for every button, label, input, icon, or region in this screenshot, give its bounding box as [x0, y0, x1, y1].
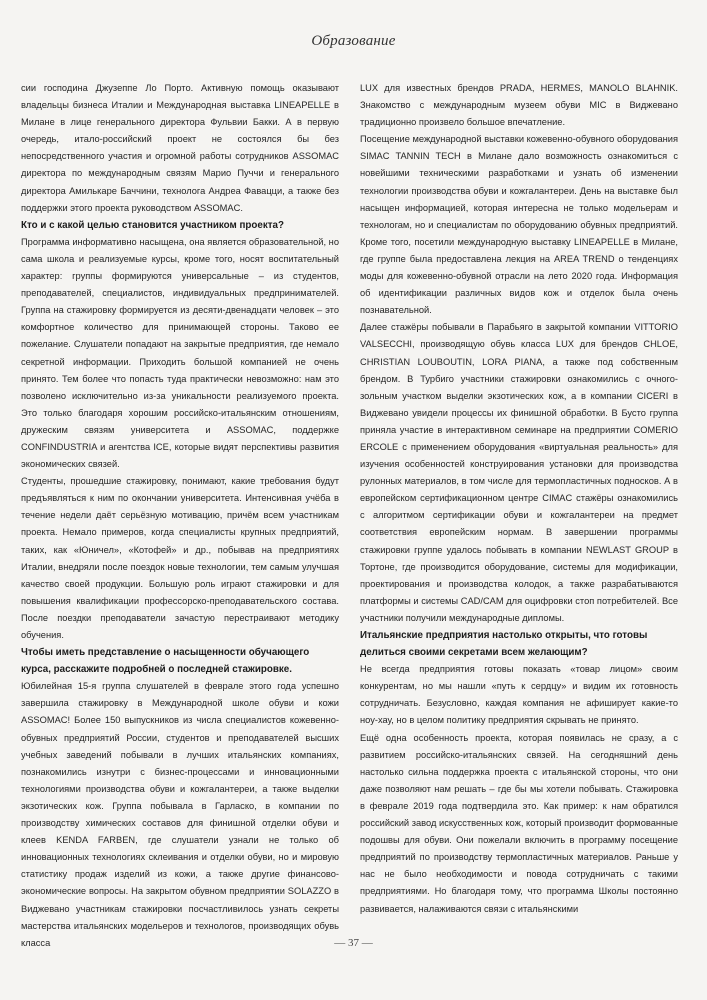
- paragraph: сии господина Джузеппе Ло Порто. Активную помощь оказывают владельцы бизнеса Италии и Международная выставка LINEAPELLE в Милане в лице генерального директора Фульвии Бакки. А в первую очередь, итало-российский проект не состоялся бы без непосредственного участия и огромной работы сотрудников ASSOMAC директора по международным связям Марио Пуччи и генерального директора Амилькаре Баччини, технолога Андреа Фавацци, а также без поддержки этого проекта руководством ASSOMAC.: [21, 83, 339, 213]
- paragraph: Юбилейная 15-я группа слушателей в феврале этого года успешно завершила стажировку в Международной школе обуви и кожи ASSOMAC! Более 150 выпускников из числа специалистов кожевенно-обувных предприятий России, студентов и преподавателей высших учебных заведений побывали в лучших итальянских компаниях, познакомились изнутри с бизнес-процессами и инновационными технологиями производства обуви и кожгалантереи, а также выделки экзотических кож. Группа побывала в Гарласко, в компании по производству химических составов для финишной отделки обуви и клеев KENDA FARBEN, где слушатели узнали не только об инновационных технологиях склеивания и отделки обуви, но и мировую статистику продаж изделий из кожи, а также другие финансово-экономические вопросы. На закрытом обувном предприятии SOLAZZO в Виджевано участникам стажировки посчастливилось узнать секреты мастерства итальянских модельеров и технологов, производящих обувь класса: [21, 681, 339, 948]
- paragraph: Далее стажёры побывали в Парабьяго в закрытой компании VITTORIO VALSECCHI, производящую обувь класса LUX для брендов CHLOE, CHRISTIAN LOUBOUTIN, LORA PIANA, а также под собственным брендом. В Турбиго участники стажировки ознакомились с очного-зольным участком выделки экзотических кож, а в компании CICERI в Виджевано увидели процессы их финишной обработки. В Бусто группа приняла участие в интерактивном семинаре на предприятии COMERIO ERCOLE с применением оборудования «виртуальная реальность» для изучения особенностей конструирования установки для производства рулонных материалов, в том числе для термопластичных подносков. А в европейском сертификационном центре CIMAC стажёры ознакомились с алгоритмом сертификации обуви и кожгалантереи на предмет соответствия европейским нормам. В завершении программы стажировки группе удалось побывать в компании NEWLAST GROUP в Тортоне, где производится оборудование, системы для модификации, проектирования и производства колодок, а также разрабатываются платформы и системы CAD/CAM для оцифровки стоп потребителей. Все участники получили международные дипломы.: [360, 322, 678, 623]
- question-heading: Итальянские предприятия настолько открыты, что готовы делиться своими секретами всем желающим?: [360, 630, 648, 659]
- paragraph: Студенты, прошедшие стажировку, понимают, какие требования будут предъявляться к ним по окончании университета. Интенсивная учёба в течение недели даёт серьёзную мотивацию, причём всем участникам проекта. Немало примеров, когда специалисты крупных предприятий, таких, как «Юничел», «Котофей» и др., побывав на предприятиях Италии, внедряли после поездок новые технологии, тем самым улучшая качество своей продукции. Большую роль играют стажировки и для повышения квалификации профессорско-преподавательского состава. После поездки преподаватели зачастую перестраивают методику обучения.: [21, 476, 339, 640]
- paragraph: Посещение международной выставки кожевенно-обувного оборудования SIMAC TANNIN TECH в Милане дало возможность ознакомиться с новейшими техническими разработками и узнать об изменении технологии производства обуви и кожгалантереи. День на выставке был насыщен информацией, которая интересна не только модельерам и технологам, но и специалистам по оборудованию обувных предприятий. Кроме того, посетили международную выставку LINEAPELLE в Милане, где группе была предоставлена лекция на AREA TREND о тенденциях моды для кожевенно-обувной отрасли на лето 2020 года. Информация об идентификации различных видов кож и отделок была очень познавательной.: [360, 134, 678, 316]
- paragraph: Программа информативно насыщена, она является образовательной, но сама школа и реализуемые курсы, кроме того, носят воспитательный характер: группы формируются универсальные – из студентов, преподавателей, специалистов, индивидуальных предпринимателей. Группа на стажировку формируется из десяти-двенадцати человек – это комфортное количество для принимающей стороны. Таково ее пожелание. Слушатели попадают на закрытые предприятия, где немало секретной информации. Приходить большой компанией не очень принято. Тем более что попасть туда практически невозможно: нам это позволено исключительно из-за уникальности реализуемого проекта. Это только благодаря хорошим российско-итальянским отношениям, дружеским связям университета и ASSOMAC, поддержке CONFINDUSTRIA и агентства ICE, которые видят перспективы развития экономических связей.: [21, 236, 339, 470]
- question-heading: Кто и с какой целью становится участником проекта?: [21, 219, 284, 231]
- paragraph: LUX для известных брендов PRADA, HERMES, MANOLO BLAHNIK. Знакомство с международным музеем обуви MIC в Виджевано традиционно произвело большое впечатление.: [360, 83, 678, 128]
- question-heading: Чтобы иметь представление о насыщенности обучающего курса, расскажите подробней о последней стажировке.: [21, 647, 310, 676]
- right-column: [360, 80, 678, 918]
- left-column: [21, 80, 339, 952]
- section-header: Образование: [311, 33, 396, 49]
- page-number: — 37 —: [334, 937, 373, 949]
- paragraph: Ещё одна особенность проекта, которая появилась не сразу, а с развитием российско-итальянских связей. На сегодняшний день настолько сильна поддержка проекта с итальянской стороны, что они даже позволяют нам решать – где бы мы хотели побывать. Стажировка в феврале 2019 года подтвердила это. Как пример: к нам обратился российский завод искусственных кож, который производит формованные подошвы для обуви. Они пожелали включить в программу посещение предприятий по производству термопластичных материалов. Раньше у нас не было необходимости и повода сотрудничать с такими предприятиями. Но благодаря тому, что программа Школы постоянно развивается, налаживаются связи с итальянскими: [360, 732, 678, 914]
- paragraph: Не всегда предприятия готовы показать «товар лицом» своим конкурентам, но мы нашли «путь к сердцу» и видим их готовность сотрудничать. Безусловно, каждая компания не афиширует какие-то ноу-хау, но в целом политику предприятия скрывать не принято.: [360, 664, 678, 726]
